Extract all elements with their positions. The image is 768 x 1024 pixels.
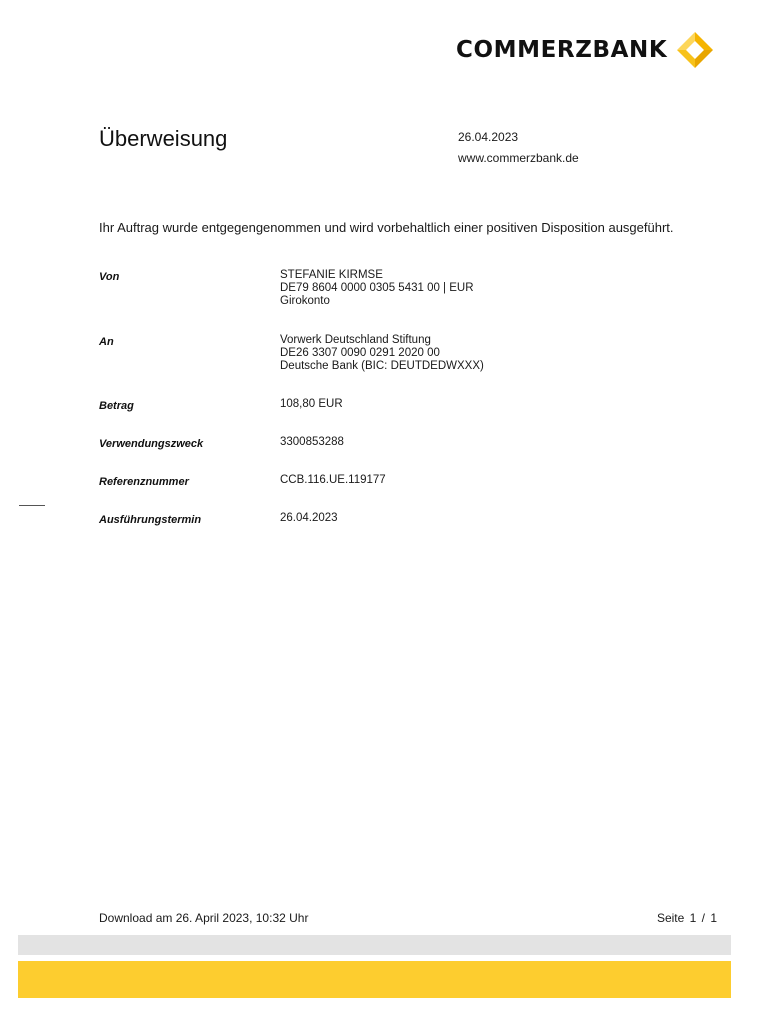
brand-name: COMMERZBANK bbox=[456, 36, 668, 63]
commerzbank-logo bbox=[456, 30, 715, 70]
detail-label: An bbox=[99, 336, 114, 348]
commerzbank-ribbon-icon bbox=[675, 30, 715, 70]
website-link[interactable]: www.commerzbank.de bbox=[458, 151, 579, 165]
page-title: Überweisung bbox=[99, 126, 228, 151]
detail-label: Von bbox=[99, 271, 120, 283]
footer-yellow-band bbox=[18, 961, 731, 998]
sender-account-type: Girokonto bbox=[280, 295, 330, 307]
recipient-name: Vorwerk Deutschland Stiftung bbox=[280, 334, 431, 346]
detail-label: Ausführungstermin bbox=[99, 514, 202, 526]
detail-value bbox=[280, 334, 484, 373]
detail-label: Referenznummer bbox=[99, 476, 189, 488]
execution-date-value: 26.04.2023 bbox=[280, 512, 338, 524]
purpose-value: 3300853288 bbox=[280, 436, 344, 448]
confirmation-message: Ihr Auftrag wurde entgegengenommen und wird vorbehaltlich einer positiven Disposition ausgeführt. bbox=[99, 220, 674, 235]
reference-value: CCB.116.UE.119177 bbox=[280, 474, 386, 486]
detail-label: Betrag bbox=[99, 400, 134, 412]
document-date: 26.04.2023 bbox=[458, 130, 519, 144]
fold-mark bbox=[19, 505, 45, 506]
download-timestamp: Download am 26. April 2023, 10:32 Uhr bbox=[99, 911, 309, 925]
recipient-bank: Deutsche Bank (BIC: DEUTDEDWXXX) bbox=[280, 360, 484, 372]
detail-value bbox=[280, 269, 474, 308]
sender-iban: DE79 8604 0000 0305 5431 00 | EUR bbox=[280, 282, 474, 294]
amount-value: 108,80 EUR bbox=[280, 398, 343, 410]
detail-label: Verwendungszweck bbox=[99, 438, 204, 450]
page-number: Seite 1 / 1 bbox=[656, 911, 717, 925]
sender-name: STEFANIE KIRMSE bbox=[280, 269, 383, 281]
recipient-iban: DE26 3307 0090 0291 2020 00 bbox=[280, 347, 440, 359]
footer-grey-band bbox=[18, 935, 731, 955]
